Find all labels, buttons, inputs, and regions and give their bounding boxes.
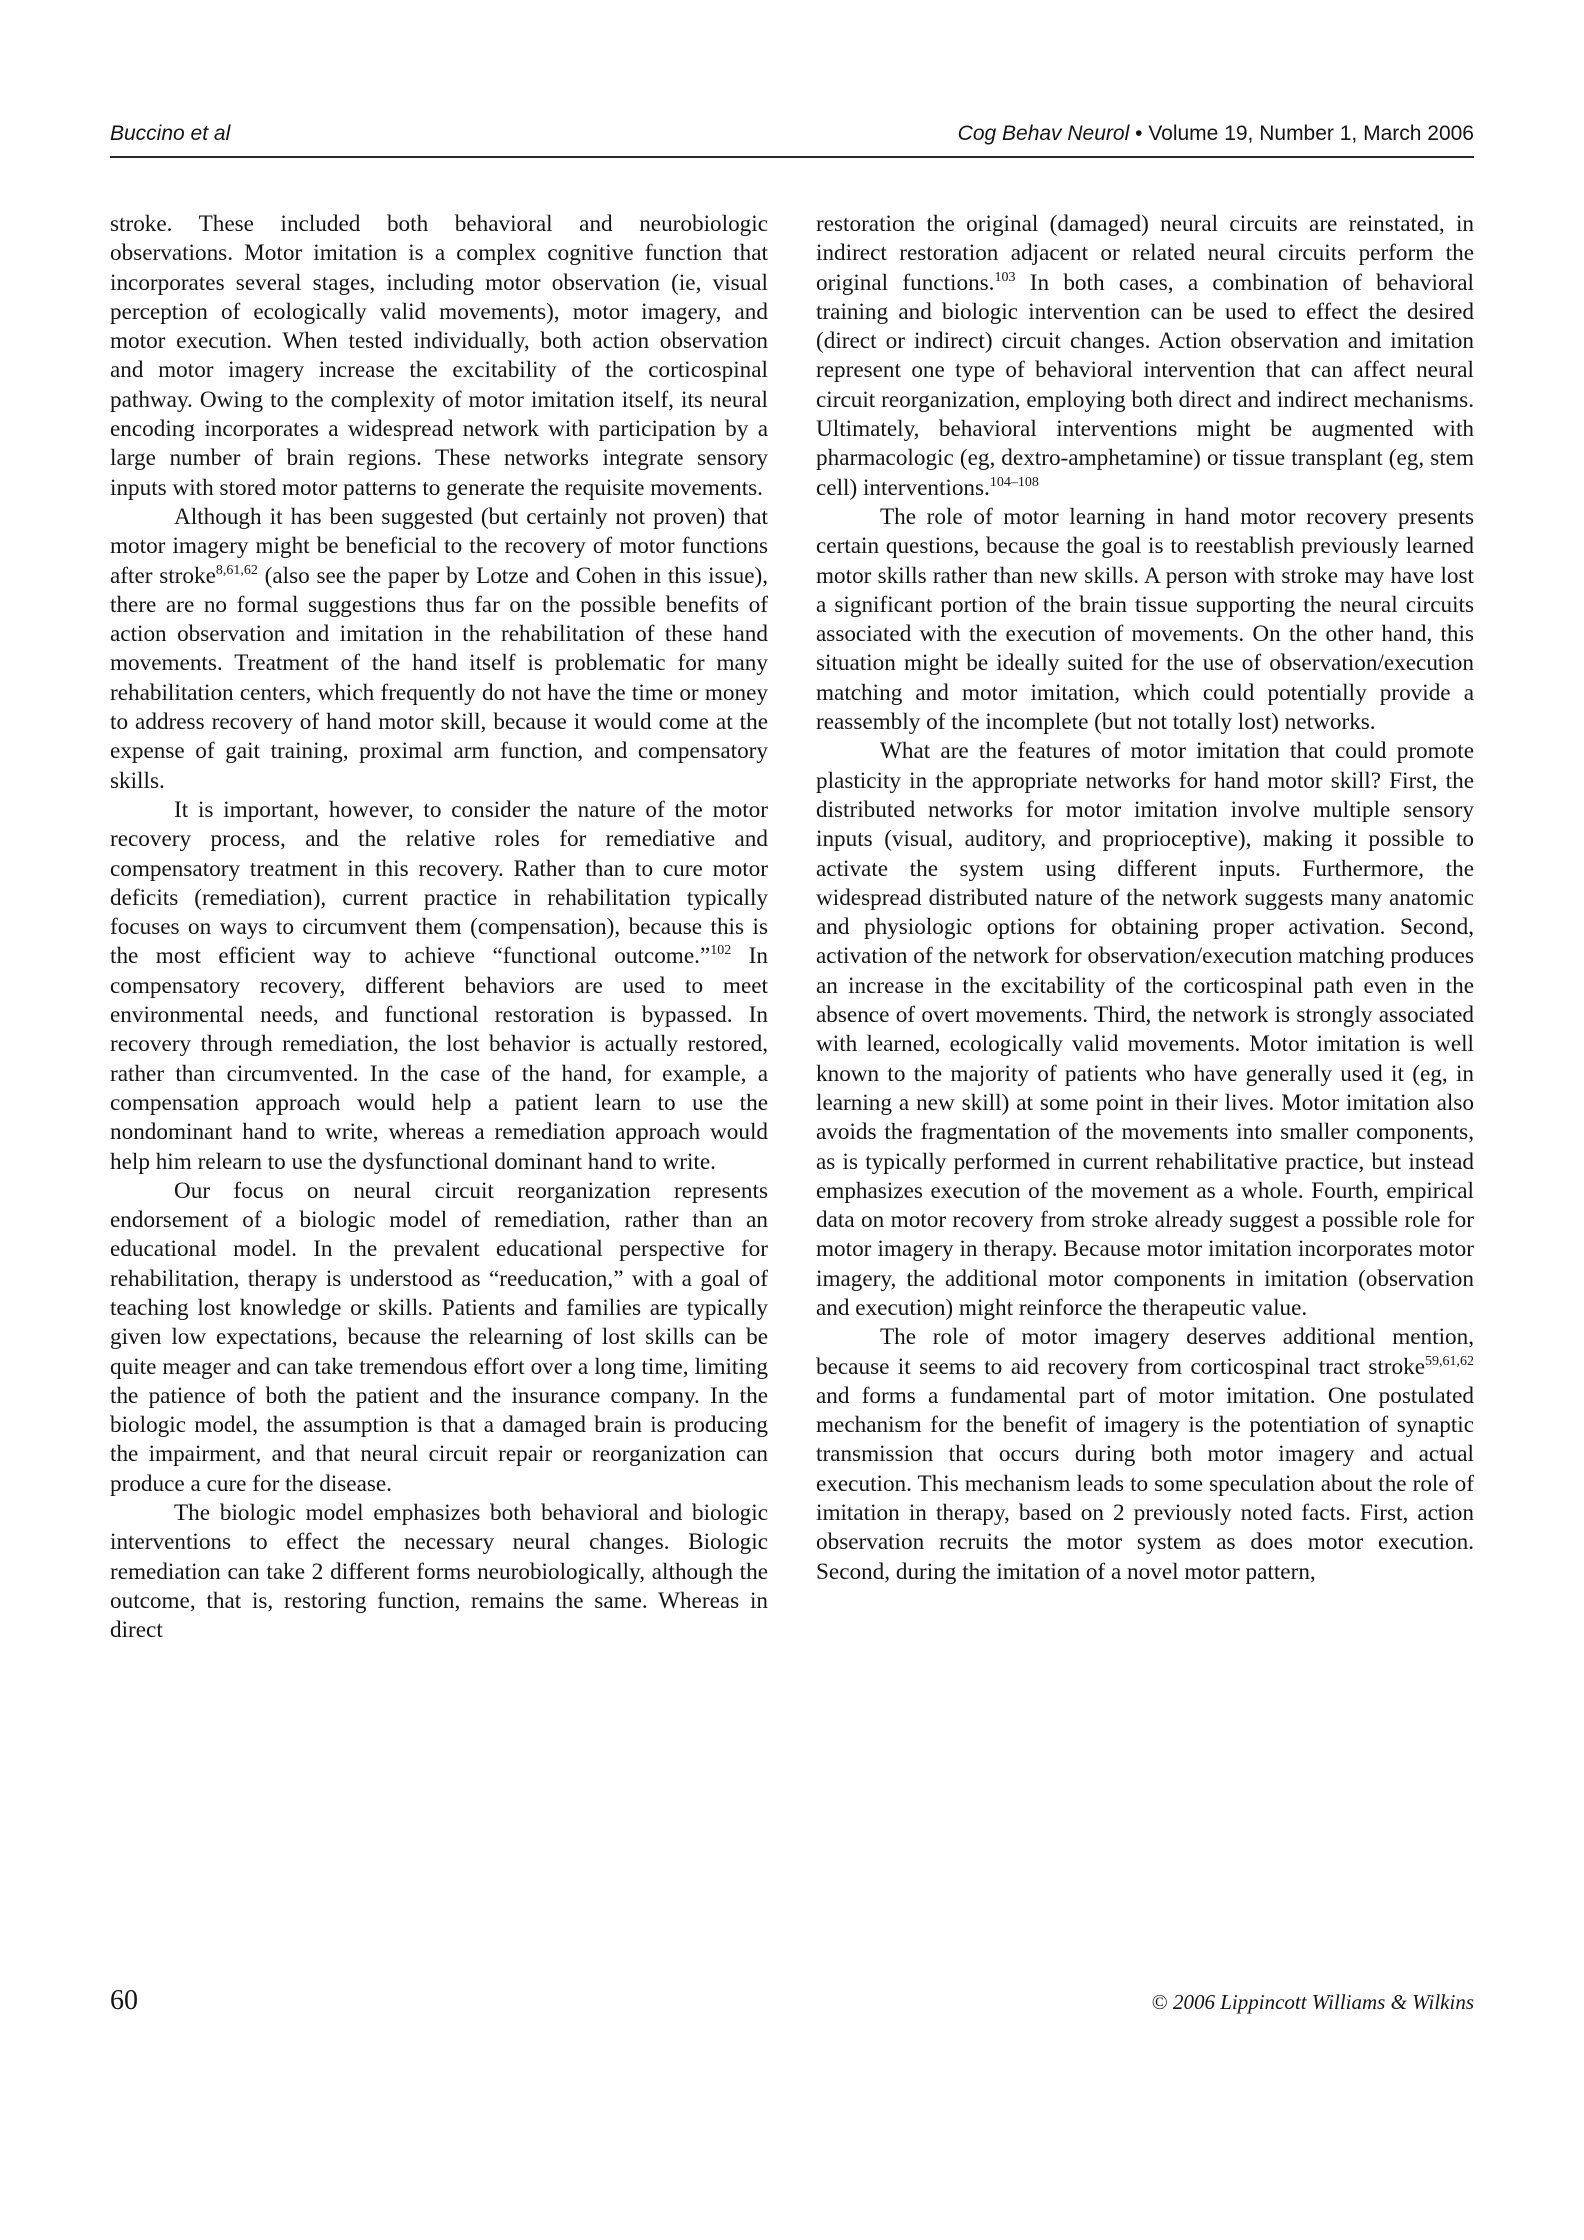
left-column <box>110 210 768 1646</box>
paragraph-text: What are the features of motor imitation that could promote plasticity in the appropriate networks for hand motor skill? First, the distributed networks for motor imitation involve multiple sensory inputs (visual, auditory, and proprioceptive), making it possible to activate the system using different inputs. Furthermore, the widespread distributed nature of the network suggests many anatomic and physiologic options for obtaining proper activation. Second, activation of the network for observation/execution matching produces an increase in the excitability of the corticospinal path even in the absence of overt movements. Third, the network is strongly associated with learned, ecologically valid movements. Motor imitation is well known to the majority of patients who have generally used it (eg, in learning a new skill) at some point in their lives. Motor imitation also avoids the fragmentation of the movements into smaller components, as is typically performed in current rehabilitative practice, but instead emphasizes execution of the movement as a whole. Fourth, empirical data on motor recovery from stroke already suggest a possible role for motor imagery in therapy. Because motor imitation incorporates motor imagery, the additional motor components in imitation (observation and execution) might reinforce the therapeutic value. <box>816 738 1474 1321</box>
citation-superscript: 102 <box>710 943 732 959</box>
paragraph <box>110 1499 768 1645</box>
paragraph-text: The biologic model emphasizes both behavioral and biologic interventions to effect the necessary neural changes. Biologic remediation can take 2 different forms neurobiologically, although the outcome, that is, restoring function, remains the same. Whereas in direct <box>110 1500 768 1644</box>
paragraph <box>816 1323 1474 1587</box>
paragraph <box>110 503 768 796</box>
running-head-journal-info <box>958 122 1474 146</box>
citation-superscript: 103 <box>994 269 1016 285</box>
paragraph-text: stroke. These included both behavioral and neurobiologic observations. Motor imitation is a complex cognitive function that incorporates several stages, including motor observation (ie, visual perception of ecologically valid movements), motor imagery, and motor execution. When tested individually, both action observation and motor imagery increase the excitability of the corticospinal pathway. Owing to the complexity of motor imitation itself, its neural encoding incorporates a widespread network with participation by a large number of brain regions. These networks integrate sensory inputs with stored motor patterns to generate the requisite movements. <box>110 211 768 501</box>
paragraph <box>816 737 1474 1323</box>
paragraph-text: restoration the original (damaged) neural circuits are reinstated, in indirect restoration adjacent or related neural circuits perform the original functions. <box>816 211 1474 296</box>
running-head-authors: Buccino et al <box>110 122 231 145</box>
citation-superscript: 59,61,62 <box>1425 1353 1474 1369</box>
paragraph-text: The role of motor imagery deserves additional mention, because it seems to aid recovery from corticospinal tract stroke <box>816 1324 1474 1380</box>
paragraph-text: The role of motor learning in hand motor recovery presents certain questions, because the goal is to reestablish previously learned motor skills rather than new skills. A person with stroke may have lost a significant portion of the brain tissue supporting the neural circuits associated with the execution of movements. On the other hand, this situation might be ideally suited for the use of observation/execution matching and motor imitation, which could potentially provide a reassembly of the incomplete (but not totally lost) networks. <box>816 503 1474 736</box>
citation-superscript: 104–108 <box>989 474 1039 490</box>
paragraph-text: In compensatory recovery, different behaviors are used to meet environmental needs, and functional restoration is bypassed. In recovery through remediation, the lost behavior is actually restored, rather than circumvented. In the case of the hand, for example, a compensation approach would help a patient learn to use the nondominant hand to write, whereas a remediation approach would help him relearn to use the dysfunctional dominant hand to write. <box>110 943 769 1175</box>
paragraph <box>110 796 768 1177</box>
citation-superscript: 8,61,62 <box>215 562 258 578</box>
paragraph-text: It is important, however, to consider the nature of the motor recovery process, and the relative roles for remediative and compensatory treatment in this recovery. Rather than to cure motor deficits (remediation), current practice in rehabilitation typically focuses on ways to circumvent them (compensation), because this is the most efficient way to achieve “functional outcome.” <box>110 796 768 970</box>
paragraph-text: and forms a fundamental part of motor imitation. One postulated mechanism for the benefit of imagery is the potentiation of synaptic transmission that occurs during both motor imagery and actual execution. This mechanism leads to some speculation about the role of imitation in therapy, based on 2 previously noted facts. First, action observation recruits the motor system as does motor execution. Second, during the imitation of a novel motor pattern, <box>816 1382 1474 1585</box>
paragraph-text: Although it has been suggested (but certainly not proven) that motor imagery might be beneficial to the recovery of motor functions after stroke <box>110 503 768 589</box>
paragraph-text: (also see the paper by Lotze and Cohen in this issue), there are no formal suggestions thus far on the possible benefits of action observation and imitation in the rehabilitation of these hand movements. Treatment of the hand itself is problematic for many rehabilitation centers, which frequently do not have the time or money to address recovery of hand motor skill, because it would come at the expense of gait training, proximal arm function, and compensatory skills. <box>110 562 769 794</box>
header-separator: • <box>1135 122 1143 145</box>
running-head <box>110 122 1474 158</box>
copyright-text: 2006 Lippincott Williams & Wilkins <box>1172 1990 1474 2014</box>
journal-name: Cog Behav Neurol <box>957 122 1130 145</box>
paragraph <box>816 210 1474 503</box>
copyright-symbol: © <box>1151 1990 1168 2014</box>
page-number: 60 <box>110 1985 138 2016</box>
copyright-notice <box>1152 1990 1474 2015</box>
right-column <box>816 210 1474 1587</box>
paragraph <box>110 1177 768 1499</box>
paragraph <box>816 503 1474 737</box>
paragraph <box>110 210 768 503</box>
paragraph-text: Our focus on neural circuit reorganization represents endorsement of a biologic model of remediation, rather than an educational model. In the prevalent educational perspective for rehabilitation, therapy is understood as “reeducation,” with a goal of teaching lost knowledge or skills. Patients and families are typically given low expectations, because the relearning of lost skills can be quite meager and can take tremendous effort over a long time, limiting the patience of both the patient and the insurance company. In the biologic model, the assumption is that a damaged brain is producing the impairment, and that neural circuit repair or reorganization can produce a cure for the disease. <box>110 1177 768 1497</box>
paragraph-text: In both cases, a combination of behavioral training and biologic intervention can be used to effect the desired (direct or indirect) circuit changes. Action observation and imitation represent one type of behavioral intervention that can affect neural circuit reorganization, employing both direct and indirect mechanisms. Ultimately, behavioral interventions might be augmented with pharmacologic (eg, dextro-amphetamine) or tissue transplant (eg, stem cell) interventions. <box>816 269 1474 501</box>
volume-info: Volume 19, Number 1, March 2006 <box>1148 122 1474 145</box>
